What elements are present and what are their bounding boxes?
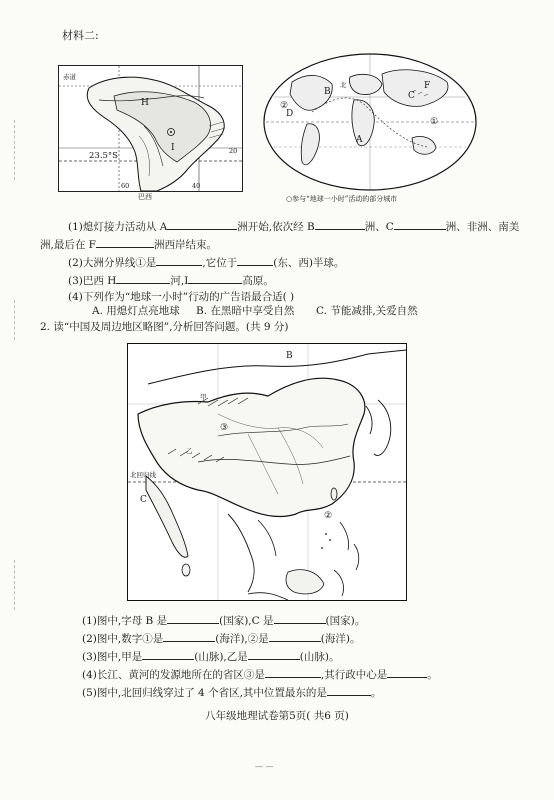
- label-yi: 乙: [186, 447, 193, 455]
- label-circle-2: ②: [324, 511, 333, 521]
- north-label: 北: [340, 81, 347, 89]
- q2-line-4: (4)长江、黄河的发源地所在的省区③是 ,其行政中心是 。: [82, 669, 438, 681]
- q1-line-1-cont: 洲,最后在 F 洲西岸结束。: [40, 239, 217, 251]
- q1-line-4: (4)下列作为“地球一小时”行动的广告语最合适( ): [68, 291, 295, 303]
- label-I: I: [171, 143, 175, 153]
- label-circle-3: ③: [220, 423, 229, 433]
- label-C: C: [408, 91, 415, 101]
- label-A: A: [356, 135, 363, 145]
- q1-line-1: (1)熄灯接力活动从 A 洲开始,依次经 B 洲、C 洲、非洲、南美: [68, 221, 520, 233]
- binding-edge-mark: [14, 560, 16, 610]
- brazil-map: [58, 65, 243, 192]
- label-circle-2: ②: [280, 101, 289, 111]
- caption-dot-icon: ○: [286, 195, 293, 203]
- china-map-drawing: [128, 344, 406, 600]
- brazil-map-drawing: [59, 66, 242, 191]
- label-B: B: [324, 87, 331, 97]
- world-map-drawing: [262, 52, 478, 192]
- label-F: F: [424, 81, 431, 91]
- label-circle-1: ①: [430, 117, 439, 127]
- tropic-of-cancer-label: 北回归线: [130, 471, 156, 479]
- binding-edge-mark: [14, 300, 16, 340]
- q1-line-2: (2)大洲分界线①是 ,它位于 (东、西)半球。: [68, 257, 345, 269]
- q2-line-3: (3)图中,甲是 (山脉),乙是 (山脉)。: [82, 651, 340, 663]
- q2-line-2: (2)图中,数字①是 (海洋),②是 (海洋)。: [82, 633, 361, 645]
- brazil-map-caption: 巴西: [138, 193, 152, 201]
- q1-option-c: C. 节能减排,关爱自然: [316, 305, 418, 317]
- lon-60-label: 60: [121, 182, 130, 190]
- q2-line-1: (1)图中,字母 B 是 (国家),C 是 (国家)。: [82, 615, 366, 627]
- label-C: C: [140, 495, 147, 505]
- page-mark: — —: [255, 762, 274, 771]
- page-footer: 八年级地理试卷第5页( 共6 页): [205, 710, 349, 722]
- label-jia: 甲: [200, 393, 207, 401]
- lat-20-label: 20: [229, 147, 238, 155]
- q2-line-5: (5)图中,北回归线穿过了 4 个省区,其中位置最东的是 。: [82, 687, 382, 699]
- q1-line-3: (3)巴西 H 河,I 高原。: [68, 275, 274, 287]
- q2-title: 2. 读“中国及周边地区略图”,分析回答问题。(共 9 分): [40, 321, 289, 333]
- lon-40-label: 40: [192, 182, 201, 190]
- label-H: H: [141, 98, 149, 108]
- equator-label: 赤道: [63, 73, 76, 81]
- tropic-label: 23.5°S: [89, 151, 118, 161]
- world-map: [262, 52, 478, 192]
- q1-option-a: A. 用熄灯点亮地球: [92, 305, 180, 317]
- china-map: [127, 343, 407, 601]
- material-title: 材料二:: [62, 29, 99, 42]
- q1-option-b: B. 在黑暗中享受自然: [196, 305, 295, 317]
- label-D: D: [286, 109, 294, 119]
- label-B: B: [286, 351, 293, 361]
- world-map-caption: ○参与“地球一小时”活动的部分城市: [286, 195, 398, 203]
- binding-edge-mark: [14, 120, 16, 180]
